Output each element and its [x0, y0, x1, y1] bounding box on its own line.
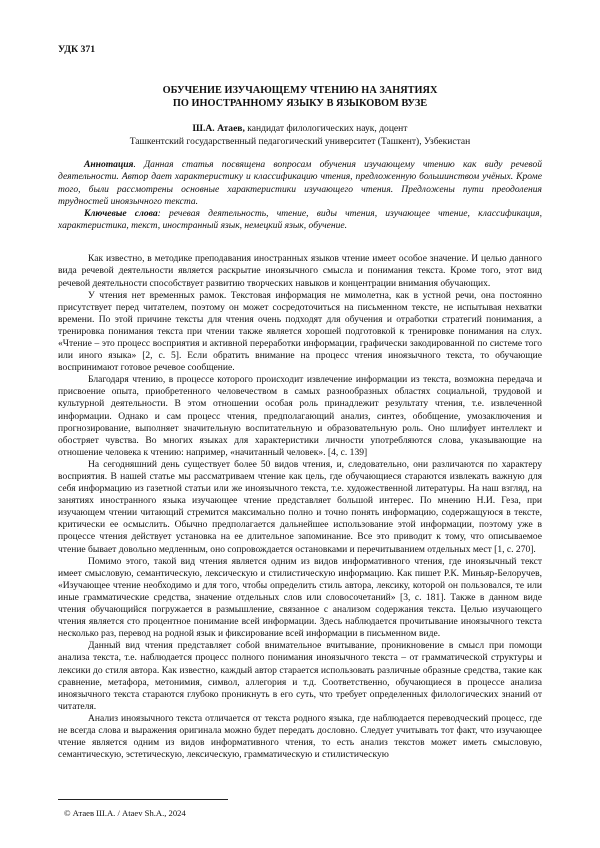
body-paragraph: Как известно, в методике преподавания иностранных языков чтение имеет особое значение. И целью данного вида речевой деятельности является раскрытие иноязычного смысла и понимания текста. Кроме того, этот вид речевой деятельности способствует развитию творческих навыков и концентрации внимания обучающих.	[58, 253, 542, 289]
keywords-paragraph	[58, 208, 542, 232]
title-line-1: ОБУЧЕНИЕ ИЗУЧАЮЩЕМУ ЧТЕНИЮ НА ЗАНЯТИЯХ	[162, 85, 438, 97]
title-line-2: ПО ИНОСТРАННОМУ ЯЗЫКУ В ЯЗЫКОВОМ ВУЗЕ	[172, 98, 428, 110]
author-degree: кандидат филологических наук, доцент	[244, 123, 408, 135]
footnote-divider	[58, 799, 228, 800]
author-name: Ш.А. Атаев,	[192, 123, 245, 135]
body-paragraph: Помимо этого, такой вид чтения является одним из видов информативного чтения, где иноязычный текст имеет смысловую, семантическую, лексическую и стилистическую информацию. Как пишет Р.К. Миньяр-Белоручев, «Изучающее чтение необходимо и для того, чтобы определить стиль автора, лексику, которой он пользовался, те или иные грамматические средства, значение отдельных слов или словосочетаний» [3, с. 181]. Также в данном виде чтения обучающийся погружается в размышление, связанное с анализом содержания текста. Целью изучающего чтения является сто процентное понимание всей информации. Здесь наблюдается прочитывание иноязычного текста несколько раз, перевод на родной язык и фиксирование всей информации в письменном виде.	[58, 555, 542, 640]
keywords-label: Ключевые слова	[84, 207, 158, 219]
author-affiliation: Ташкентский государственный педагогический университет (Ташкент), Узбекистан	[129, 135, 471, 147]
article-title	[58, 84, 542, 110]
abstract-paragraph	[58, 159, 542, 208]
author-line	[58, 123, 542, 136]
abstract-text: . Данная статья посвящена вопросам обучения изучающему чтению как виду речевой деятельности. Автор дает характеристику и классификацию чтения, предложенную большинством учёных. Кроме того, были рассмотрены основные характеристики изучающего чтения. Предложены пути преодоления трудностей иноязычного текста.	[58, 159, 542, 207]
keywords-text: : речевая деятельность, чтение, виды чтения, изучающее чтение, классификация, характеристика, текст, иностранный язык, немецкий язык, обучение.	[58, 207, 542, 232]
body-paragraph: У чтения нет временных рамок. Текстовая информация не мимолетна, как в устной речи, она постоянно присутствует перед читателем, поэтому он может сосредоточиться на письменном тексте, не испытывая нехватки времени. По этой причине тексты для чтения очень подходят для обучения и отработки стратегий понимания, а тренировка понимания текста при чтении также является хорошей подготовкой к тренировке понимания на слух. «Чтение – это процесс восприятия и активной переработки информации, графически закодированной по системе того или иного языка» [2, с. 5]. Если обратить внимание на процесс чтения иноязычного текста, то обучающие воспринимают готовое речевое сообщение.	[58, 289, 542, 374]
copyright-footnote: © Атаев Ш.А. / Ataev Sh.A., 2024	[64, 808, 186, 818]
abstract-block	[58, 159, 542, 232]
body-paragraph: На сегодняшний день существует более 50 видов чтения, и, следовательно, они различаются по характеру восприятия. В нашей статье мы рассматриваем чтение как цель, где обучающиеся стараются извлекать важную для себя информацию из газетной статьи или же иноязычного текста, т.е. художественной литературы. На наш взгляд, на занятиях иностранного языка изучающее чтение представляет большой интерес. По мнению Н.И. Геза, при изучающем чтении читающий стремится максимально полно и точно понять информацию, содержащуюся в тексте, критически ее осмыслить. Обычно предполагается дальнейшее использование этой информации, поэтому уже в процессе чтения действует установка на ее длительное запоминание. Все это приводит к тому, что описываемое чтение бывает довольно медленным, оно сопровождается остановками и перечитыванием отдельных мест [1, с. 270].	[58, 458, 542, 555]
article-body	[58, 253, 542, 761]
body-paragraph: Данный вид чтения представляет собой внимательное вчитывание, проникновение в смысл при помощи анализа текста, т.е. наблюдается процесс полного понимания иноязычного текста – от грамматической структуры и лексики до стиля автора. Как известно, каждый автор старается использовать различные образные средства, такие как сравнение, метафора, метонимия, символ, аллегория и т.д. Соответственно, обучающиеся в процессе анализа иноязычного текста стараются глубоко проникнуть в его суть, что требует определенных филологических знаний от читателя.	[58, 640, 542, 712]
abstract-label: Аннотация	[84, 159, 134, 171]
body-paragraph: Анализ иноязычного текста отличается от текста родного языка, где наблюдается переводческий процесс, где не всегда слова и выражения оригинала можно будет передать дословно. Следует учитывать тот факт, что изучающее чтение является одним из видов информативного чтения, то есть анализ текстов может иметь смысловую, семантическую, эстетическую, лексическую, грамматическую и стилистическую	[58, 712, 542, 761]
body-paragraph: Благодаря чтению, в процессе которого происходит извлечение информации из текста, возможна передача и присвоение опыта, приобретенного человечеством в самых разнообразных областях социальной, трудовой и культурной деятельности. В этом отношении особая роль принадлежит результату чтения, т.е. извлеченной информации. Однако и сам процесс чтения, предполагающий анализ, синтез, обобщение, умозаключения и прогнозирование, выполняет значительную воспитательную и образовательную роль. Оно шлифует интеллект и обостряет чувства. Во многих языках для характеристики личности употребляются слова, указывающие на отношение человека к чтению: например, «начитанный человек». [4, с. 139]	[58, 374, 542, 458]
udk-code: УДК 371	[58, 44, 96, 55]
